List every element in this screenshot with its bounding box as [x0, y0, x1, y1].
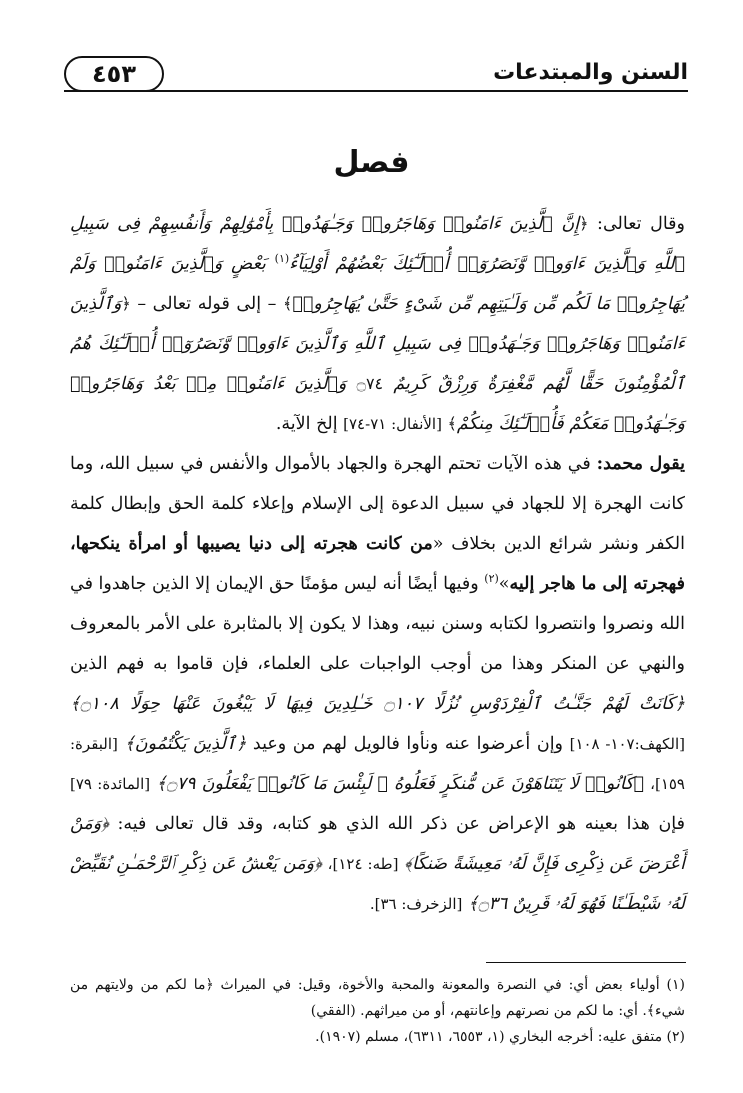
header-rule: [64, 90, 688, 92]
ayah-number-74: ۝٧٤: [356, 374, 384, 393]
page-header: [64, 56, 688, 94]
surah-reference-zukhruf: [الزخرف: ٣٦].: [369, 895, 463, 913]
quran-kahf: ﴿كَانَتْ لَهُمْ جَنَّـٰتُ ٱلْفِرْدَوْسِ نُزُلًا ۝١٠٧ خَـٰلِدِينَ فِيهَا لَا يَبْغُونَ عَنْهَا حِوَلًا ۝١٠٨﴾: [70, 694, 686, 714]
speaker-label: يقول محمد:: [596, 454, 685, 474]
footnote-marker-2: (٢): [484, 572, 499, 586]
quran-verse-2: وَٱلَّذِينَ ءَامَنُوا۟ وَهَاجَرُوا۟ وَجَـٰهَدُوا۟ فِى سَبِيلِ ٱللَّهِ وَٱلَّذِينَ ءَاوَوا۟ وَّنَصَرُوٓا۟ أُو۟لَـٰٓئِكَ هُمُ ٱلْمُؤْمِنُونَ حَقًّا لَّهُم مَّغْفِرَةٌ وَرِزْقٌ كَرِيمٌ: [70, 294, 685, 394]
quran-open-bracket-2: ﴿: [121, 294, 131, 313]
footnote-2: (٢) متفق عليه: أخرجه البخاري (١، ٦٥٥٣، ٦٣١١)، مسلم (١٩٠٧).: [315, 1029, 685, 1045]
quran-verse-1b: بَعْضٍ وَٱلَّذِينَ ءَامَنُوا۟ وَلَمْ يُهَاجِرُوا۟ مَا لَكُم مِّن وَلَـٰيَتِهِم مِّن شَىْءٍ حَتَّىٰ يُهَاجِرُوا۟: [70, 254, 685, 314]
hadith-open-quote: «: [432, 534, 444, 554]
quran-taha: ﴿وَمَنْ أَعْرَضَ عَن ذِكْرِى فَإِنَّ لَهُۥ مَعِيشَةً ضَنكًا﴾: [70, 814, 685, 874]
intro-text: وقال تعالى:: [597, 214, 685, 234]
footnote-divider: [486, 962, 686, 963]
paragraph-1: [70, 204, 685, 444]
surah-reference-kahf: [الكهف:١٠٧- ١٠٨]: [569, 735, 685, 753]
page-number-badge: ٤٥٣: [64, 56, 164, 92]
section-title: فصل: [333, 145, 410, 180]
quran-close-bracket-2: ﴾: [447, 414, 457, 433]
quran-verse-3: وَٱلَّذِينَ ءَامَنُوا۟ مِنۢ بَعْدُ وَهَاجَرُوا۟ وَجَـٰهَدُوا۟ مَعَكُمْ فَأُو۟لَـٰٓئِكَ مِنكُمْ: [70, 374, 685, 434]
footnote-marker-1: (١): [274, 252, 290, 266]
surah-reference-anfal: [الأنفال: ٧١-٧٤]: [343, 415, 442, 433]
hadith-close-quote: »: [498, 574, 510, 594]
footnote-1: (١) أولياء بعض أي: في النصرة والمعونة والمحبة والأخوة، وقيل: في الميراث ﴿ما لكم من ولايتهم من شيء﴾. أي: ما لكم من نصرتهم وإعانتهم، أو من ميراثهم. (الفقي): [70, 977, 685, 1019]
quran-baqara: ﴿ٱلَّذِينَ يَكْتُمُونَ﴾: [124, 734, 247, 754]
footnotes: [70, 972, 685, 1050]
surah-reference-baqara: [البقرة: ١٥٩]،: [70, 735, 685, 793]
quran-verse-1: إِنَّ ٱلَّذِينَ ءَامَنُوا۟ وَهَاجَرُوا۟ وَجَـٰهَدُوا۟ بِأَمْوَٰلِهِمْ وَأَنفُسِهِمْ فِى سَبِيلِ ٱللَّهِ وَٱلَّذِينَ ءَاوَوا۟ وَّنَصَرُوٓا۟ أُو۟لَـٰٓئِكَ بَعْضُهُمْ أَوْلِيَآءُ: [70, 214, 685, 274]
quran-close-bracket: ﴾: [282, 294, 293, 313]
end-text: إلخ الآية.: [275, 414, 338, 434]
surah-reference-taha: [طه: ١٢٤]،: [327, 855, 399, 873]
hadith-text: من كانت هجرته إلى دنيا يصيبها أو امرأة ينكحها، فهجرته إلى ما هاجر إليه: [70, 534, 685, 594]
para2-text-4: فإن هذا بعينه هو الإعراض عن ذكر الله الذي هو كتابه، وقد قال تعالى فيه:: [117, 814, 685, 834]
paragraph-2: [70, 444, 685, 924]
mid-text: – إلى قوله تعالى –: [137, 294, 277, 314]
quran-zukhruf: ﴿وَمَن يَعْشُ عَن ذِكْرِ ٱلرَّحْمَـٰنِ نُقَيِّضْ لَهُۥ شَيْطَـٰنًا فَهُوَ لَهُۥ قَرِينٌ ۝٣٦﴾: [70, 854, 685, 914]
quran-open-bracket: ﴿: [579, 214, 589, 233]
body-text: [70, 204, 685, 924]
para2-text-2: وفيها أيضًا أنه ليس مؤمنًا حق الإيمان إلا الذين جاهدوا في الله ونصروا وانتصروا لكتابه وسنن نبيه، وهذا لا يكون إلا بالمثابرة على الأمر بالمعروف والنهي عن المنكر وهذا من أوجب الواجبات على العلماء، فإن قاموا به فهم الذين: [70, 574, 685, 674]
running-title: السنن والمبتدعات: [493, 60, 688, 85]
para2-text-1: في هذه الآيات تحتم الهجرة والجهاد بالأموال والأنفس في سبيل الله، وما كانت الهجرة إلا للجهاد في سبيل الدعوة إلى الإسلام وإعلاء كلمة الحق وإبطال كلمة الكفر ونشر شرائع الدين بخلاف: [70, 454, 685, 554]
surah-reference-maida: [المائدة: ٧٩]: [70, 775, 151, 793]
para2-text-3: وإن أعرضوا عنه ونأوا فالويل لهم من وعيد: [252, 734, 564, 754]
quran-maida: ﴿كَانُوا۟ لَا يَتَنَاهَوْنَ عَن مُّنكَرٍ فَعَلُوهُ ۚ لَبِئْسَ مَا كَانُوا۟ يَفْعَلُونَ ۝٧٩﴾: [156, 774, 644, 794]
